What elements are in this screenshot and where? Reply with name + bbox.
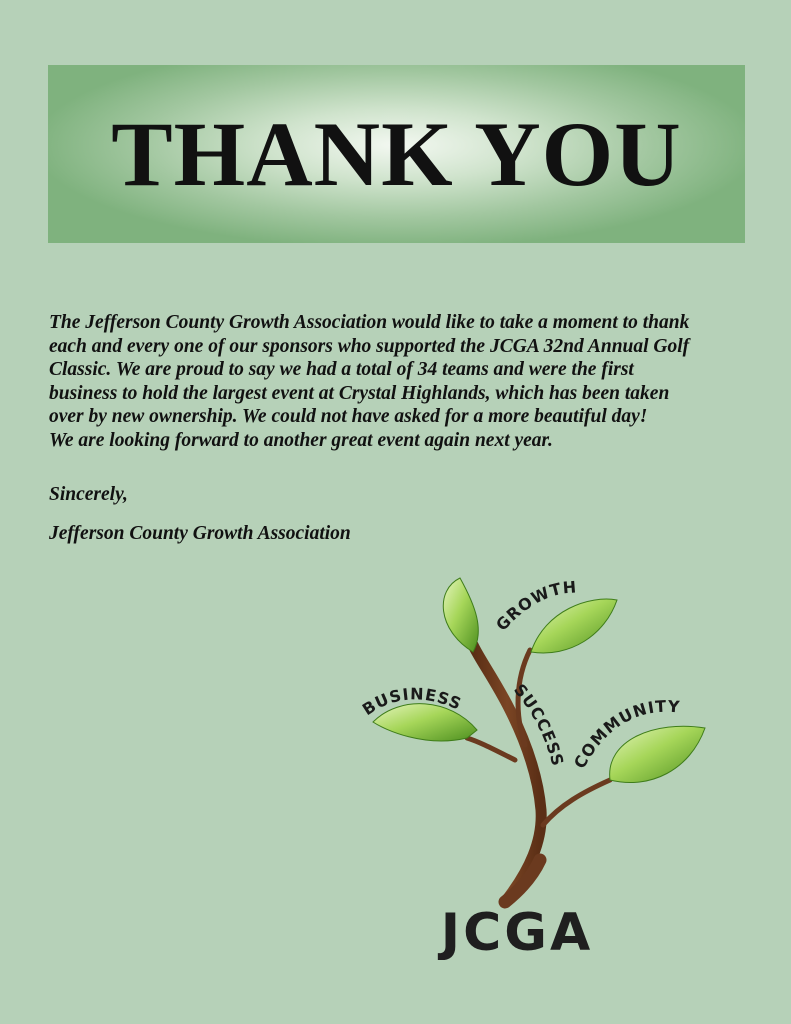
logo-arc-business: BUSINESS: [358, 684, 465, 720]
message-line: over by new ownership. We could not have asked for a more beautiful day!: [49, 406, 648, 428]
thank-you-banner: [48, 65, 745, 243]
logo-acronym: JCGA: [440, 903, 594, 960]
closing-salutation: Sincerely,: [49, 484, 128, 505]
signature: Jefferson County Growth Association: [49, 523, 351, 544]
message-line: business to hold the largest event at Crystal Highlands, which has been taken: [49, 382, 670, 404]
logo-arc-growth: GROWTH: [492, 577, 578, 635]
tree-trunk: [467, 645, 610, 902]
message-line: The Jefferson County Growth Association would like to take a moment to thank: [49, 312, 690, 333]
thank-you-message: [49, 311, 749, 453]
jcga-tree-logo: [355, 570, 725, 960]
leaf-business: [373, 704, 477, 741]
message-line: each and every one of our sponsors who supported the JCGA 32nd Annual Golf: [49, 335, 690, 357]
message-line: Classic. We are proud to say we had a total of 34 teams and were the first: [49, 359, 634, 381]
logo-arc-success: SUCCESS: [510, 680, 568, 769]
leaf-growth: [531, 599, 617, 653]
leaf-community: [610, 726, 705, 782]
message-line: We are looking forward to another great event again next year.: [49, 429, 553, 451]
banner-title: THANK YOU: [111, 103, 682, 205]
leaf-top-left: [443, 578, 478, 652]
logo-arc-community: COMMUNITY: [570, 696, 682, 772]
